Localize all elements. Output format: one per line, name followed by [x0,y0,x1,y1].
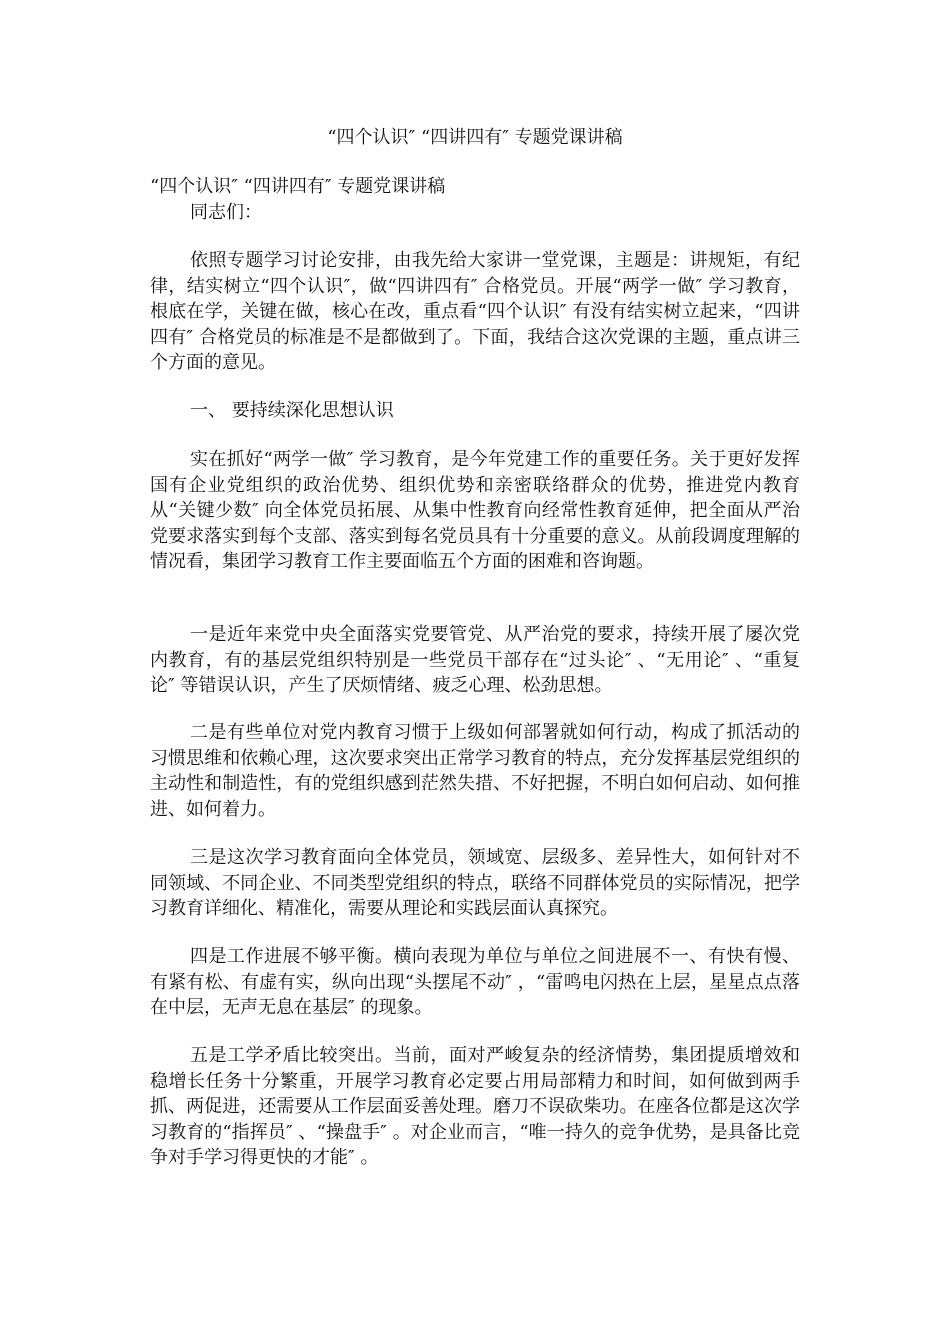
document-title: “四个认识″ “四讲四有″ 专题党课讲稿 [327,127,623,148]
paragraph-intro: 依照专题学习讨论安排，由我先给大家讲一堂党课，主题是：讲规矩，有纪律，结实树立“四个认识″，做“四讲四有″ 合格党员。开展“两学一做″ 学习教育，根底在学，关键在做，核心在改，重点看“四个认识″ 有没有结实树立起来，“四讲四有″ 合格党员的标准是不是都做到了。下面，我结合这次党课的主题，重点讲三个方面的意见。 [150,250,800,373]
paragraph-point-four: 四是工作进展不够平衡。横向表现为单位与单位之间进展不一、有快有慢、有紧有松、有虚有实，纵向出现“头摆尾不动″ ，“雷鸣电闪热在上层，星星点点落在中层，无声无息在基层″ 的现象。 [150,946,800,1018]
paragraph-task: 实在抓好“两学一做″ 学习教育，是今年党建工作的重要任务。关于更好发挥国有企业党组织的政治优势、组织优势和亲密联络群众的优势，推进党内教育从“关键少数″ 向全体党员拓展、从集中性教育向经常性教育延伸，把全面从严治党要求落实到每个支部、落实到每名党员具有十分重要的意义。从前段调度理解的情况看，集团学习教育工作主要面临五个方面的困难和咨询题。 [150,449,800,572]
paragraph-point-five: 五是工学矛盾比较突出。当前，面对严峻复杂的经济情势，集团提质增效和稳增长任务十分繁重，开展学习教育必定要占用局部精力和时间，如何做到两手抓、两促进，还需要从工作层面妥善处理。磨刀不误砍柴功。在座各位都是这次学习教育的“指挥员″ 、“操盘手″ 。对企业而言，“唯一持久的竞争优势，是具备比竞争对手学习得更快的才能″ 。 [150,1045,800,1168]
greeting: 同志们： [190,202,262,223]
paragraph-point-two: 二是有些单位对党内教育习惯于上级如何部署就如何行动，构成了抓活动的习惯思维和依赖心理，这次要求突出正常学习教育的特点，充分发挥基层党组织的主动性和制造性，有的党组织感到茫然失措、不好把握，不明白如何启动、如何推进、如何着力。 [150,722,800,820]
paragraph-point-one: 一是近年来党中央全面落实党要管党、从严治党的要求，持续开展了屡次党内教育，有的基层党组织特别是一些党员干部存在“过头论″ 、“无用论″ 、“重复论″ 等错误认识，产生了厌烦情绪、疲乏心理、松劲思想。 [150,624,800,696]
document-subtitle: “四个认识″ “四讲四有″ 专题党课讲稿 [150,176,446,197]
section-heading: 一、 要持续深化思想认识 [190,400,394,421]
paragraph-point-three: 三是这次学习教育面向全体党员，领域宽、层级多、差异性大，如何针对不同领域、不同企业、不同类型党组织的特点，联络不同群体党员的实际情况，把学习教育详细化、精准化，需要从理论和实践层面认真探究。 [150,847,800,919]
